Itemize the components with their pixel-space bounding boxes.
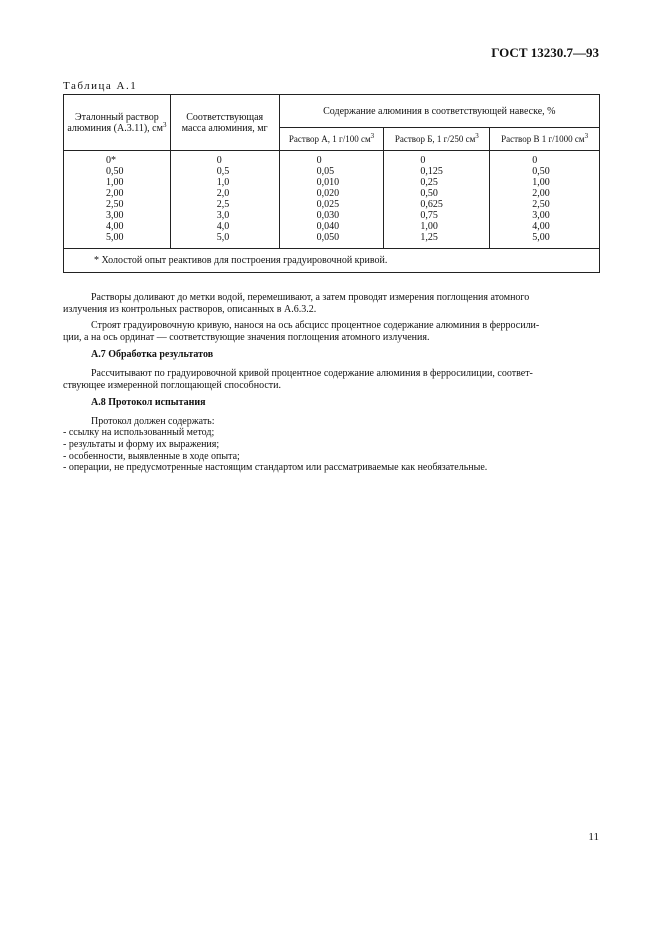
table-cell: 0	[316, 155, 322, 166]
table-cell: 0,75	[420, 210, 438, 221]
list-item: - результаты и форму их выражения;	[63, 438, 220, 450]
table-cell: 1,00	[106, 177, 124, 188]
data-table	[63, 94, 600, 273]
header-aluminium-mass: Соответствующая масса алюминия, мг	[170, 95, 279, 151]
table-cell: 0,50	[106, 166, 124, 177]
list-item: - ссылку на использованный метод;	[63, 427, 215, 439]
table-cell: 0,25	[420, 177, 438, 188]
column-reference-solution	[64, 151, 171, 249]
table-cell: 0,030	[316, 210, 340, 221]
paragraph-line: Рассчитывают по градуировочной кривой процентное содержание алюминия в ферросилиции, соответ-	[91, 367, 533, 379]
paragraph-line: излучения из контрольных растворов, описанных в А.6.3.2.	[63, 303, 317, 315]
body-text	[63, 292, 600, 474]
table-cell: 0,05	[316, 166, 335, 177]
table-caption: Таблица А.1	[63, 80, 138, 92]
table-cell: 2,5	[216, 199, 230, 210]
paragraph-line: ствующее измеренной поглощающей способности.	[63, 379, 282, 391]
column-solution-a	[279, 151, 384, 249]
table-cell: 1,0	[216, 177, 230, 188]
table-cell: 0,025	[316, 199, 340, 210]
table-cell: 1,00	[420, 221, 438, 232]
table-cell: 4,0	[216, 221, 230, 232]
table-cell: 3,00	[106, 210, 124, 221]
header-solution-b: Раствор Б, 1 г/250 $см^3$	[384, 128, 490, 151]
table-cell: 0,5	[216, 166, 230, 177]
table-cell: 2,50	[532, 199, 550, 210]
table-cell: 0,125	[420, 166, 443, 177]
table-cell: 0,050	[316, 232, 340, 243]
column-solution-c	[490, 151, 600, 249]
table-cell: 2,50	[106, 199, 124, 210]
table-cell: 2,0	[216, 188, 230, 199]
table-cell: 2,00	[106, 188, 124, 199]
header-solution-a: Раствор А, 1 г/100 $см^3$	[279, 128, 384, 151]
table-data-row	[64, 151, 600, 249]
table-cell: 1,25	[420, 232, 438, 243]
section-title-a7: А.7 Обработка результатов	[91, 349, 214, 361]
list-intro: Протокол должен содержать:	[91, 415, 215, 427]
paragraph-line: Растворы доливают до метки водой, перемешивают, а затем проводят измерения поглощения атомного	[91, 292, 530, 303]
table-cell: 1,00	[532, 177, 550, 188]
table-cell: 3,0	[216, 210, 230, 221]
list-item: - операции, не предусмотренные настоящим стандартом или рассматриваемые как необязательные.	[63, 462, 488, 474]
table-cell: 5,00	[106, 232, 124, 243]
table-cell: 2,00	[532, 188, 550, 199]
table-cell: 0,625	[420, 199, 443, 210]
table-cell: 0	[420, 155, 426, 166]
paragraph-line: ции, а на ось ординат — соответствующие значения поглощения атомного излучения.	[63, 331, 430, 343]
page-number: 11	[588, 831, 599, 843]
table-cell: 0,010	[316, 177, 340, 188]
document-header: ГОСТ 13230.7—93	[491, 45, 599, 60]
header-solution-c: Раствор В 1 г/1000 $см^3$	[490, 128, 600, 151]
table-cell: 0,50	[532, 166, 550, 177]
table-cell: 4,00	[106, 221, 124, 232]
header-reference-solution: Эталонный раствор алюминия (А.3.11), $см^3$	[64, 95, 171, 151]
table-cell: 0,50	[420, 188, 438, 199]
table-cell: 0	[532, 155, 538, 166]
list-item: - особенности, выявленные в ходе опыта;	[63, 450, 240, 462]
table-cell: 4,00	[532, 221, 550, 232]
column-solution-b	[384, 151, 490, 249]
table-cell: 0,040	[316, 221, 340, 232]
column-aluminium-mass	[170, 151, 279, 249]
section-title-a8: А.8 Протокол испытания	[91, 397, 206, 409]
table-cell: 0,020	[316, 188, 340, 199]
table-cell: 3,00	[532, 210, 550, 221]
paragraph-line: Строят градуировочную кривую, нанося на ось абсцисс процентное содержание алюминия в ферросили-	[91, 320, 540, 332]
table-footnote: * Холостой опыт реактивов для построения градуировочной кривой.	[64, 249, 600, 273]
table-cell: 0*	[106, 155, 116, 166]
table-cell: 5,0	[216, 232, 230, 243]
table-cell: 5,00	[532, 232, 550, 243]
header-aluminium-content: Содержание алюминия в соответствующей навеске, %	[279, 95, 599, 128]
table-cell: 0	[216, 155, 222, 166]
